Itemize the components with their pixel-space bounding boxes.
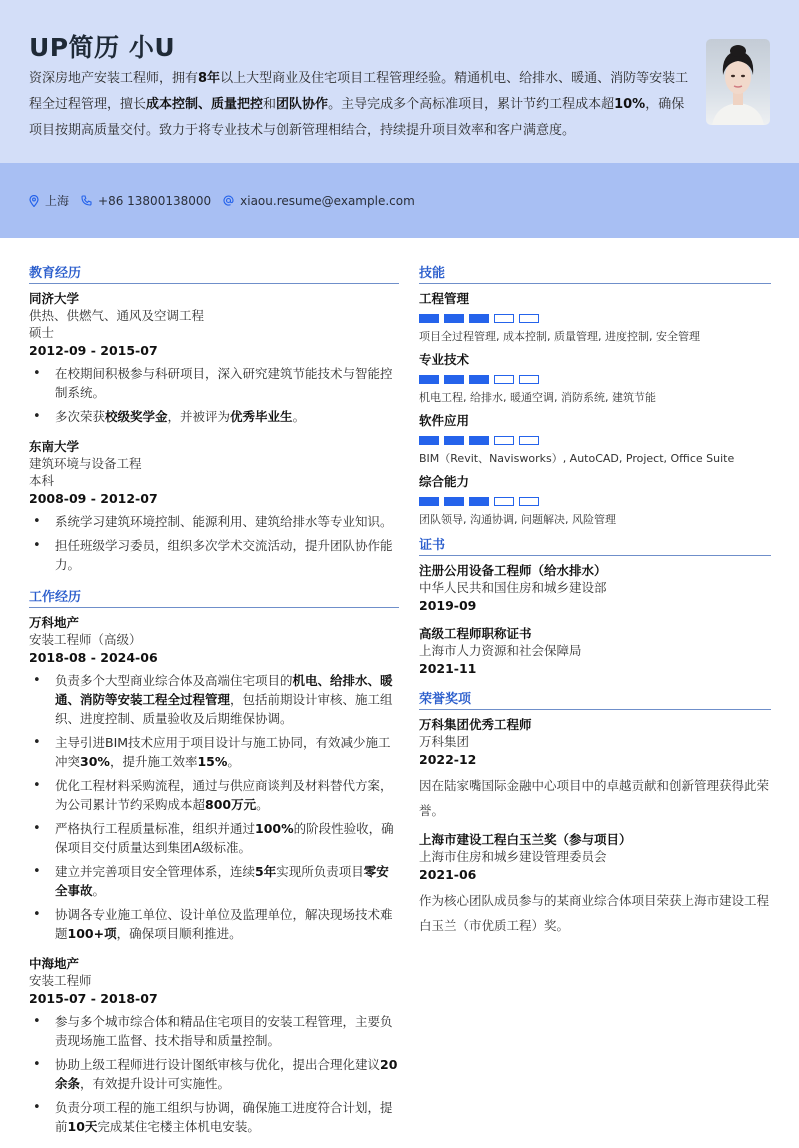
bullet-item xyxy=(29,1055,399,1093)
bullet-item xyxy=(29,733,399,771)
highlight-text: 机电、给排水、暖通、消防等安装工程全过程管理 xyxy=(55,673,393,707)
degree: 本科 xyxy=(29,473,55,488)
major: 供热、供燃气、通风及空调工程 xyxy=(29,308,205,323)
certificate-entry xyxy=(419,562,771,615)
contact-phone[interactable]: +86 13800138000 xyxy=(98,193,212,208)
text-run: 。 xyxy=(227,754,240,769)
bullet-list xyxy=(29,671,399,943)
award-name: 万科集团优秀工程师 xyxy=(419,717,532,732)
text-run: 以上大型商业及住宅项目工程管理经验。精通机电、给排水、暖通、消防等安装工程全过程管理，擅长 xyxy=(29,71,689,112)
highlight-text: 100+项 xyxy=(67,926,117,941)
text-run: ，包括前期设计审核、施工组织、进度控制、质量验收及后期维保协调。 xyxy=(55,692,393,726)
highlight-text: 团队协作 xyxy=(276,97,329,112)
text-run: 系统学习建筑环境控制、能源利用、建筑给排水等专业知识。 xyxy=(55,514,393,529)
text-run: 实现所负责项目 xyxy=(276,864,364,879)
date-range: 2008-09 - 2012-07 xyxy=(29,491,158,506)
award-description: 因在陆家嘴国际金融中心项目中的卓越贡献和创新管理获得此荣誉。 xyxy=(419,778,770,818)
education-section xyxy=(29,262,399,574)
resume-header xyxy=(0,0,799,163)
level-empty-icon xyxy=(494,497,514,506)
certificate-date: 2019-09 xyxy=(419,598,477,613)
text-run: 资深房地产安装工程师，拥有 xyxy=(29,71,199,86)
bullet-item xyxy=(29,1098,399,1136)
job-title: 安装工程师（高级） xyxy=(29,632,142,647)
skill-level-bar xyxy=(419,436,771,445)
highlight-text: 10天 xyxy=(67,1119,98,1134)
bullet-item xyxy=(29,364,399,402)
education-list xyxy=(29,290,399,574)
school-name: 同济大学 xyxy=(29,291,80,306)
section-title-work: 工作经历 xyxy=(29,586,399,608)
phone-icon xyxy=(81,195,92,206)
text-run: 。 xyxy=(256,797,269,812)
level-filled-icon xyxy=(419,375,439,384)
highlight-text: 800万元 xyxy=(205,797,257,812)
highlight-text: 零安全事故 xyxy=(55,864,389,898)
skill-level-bar xyxy=(419,497,771,506)
skill-keywords: 团队领导, 沟通协调, 问题解决, 风险管理 xyxy=(419,513,616,526)
highlight-text: 100% xyxy=(255,821,294,836)
bullet-item xyxy=(29,819,399,857)
profile-photo xyxy=(706,39,770,125)
skills-list xyxy=(419,290,771,528)
section-title-awards: 荣誉奖项 xyxy=(419,688,771,710)
contact-location: 上海 xyxy=(45,194,70,208)
text-run: 。 xyxy=(292,409,306,424)
bullet-list xyxy=(29,364,399,426)
certificate-name: 高级工程师职称证书 xyxy=(419,626,532,641)
skill-keywords: BIM（Revit、Navisworks）, AutoCAD, Project, Office Suite xyxy=(419,452,735,465)
job-title: 安装工程师 xyxy=(29,973,92,988)
skill-name: 工程管理 xyxy=(419,291,470,306)
highlight-text: 校级奖学金 xyxy=(105,409,168,424)
text-run: 建立并完善项目安全管理体系，连续 xyxy=(55,864,256,879)
company-name: 中海地产 xyxy=(29,956,80,971)
certificate-issuer: 中华人民共和国住房和城乡建设部 xyxy=(419,580,607,595)
work-section xyxy=(29,586,399,1136)
skill-name: 综合能力 xyxy=(419,474,470,489)
level-filled-icon xyxy=(444,497,464,506)
level-empty-icon xyxy=(494,314,514,323)
level-filled-icon xyxy=(419,436,439,445)
text-run: 优化工程材料采购流程，通过与供应商谈判及材料替代方案，为公司累计节约采购成本超 xyxy=(55,778,393,812)
award-date: 2021-06 xyxy=(419,867,477,882)
text-run: ，并被评为 xyxy=(167,409,231,424)
contact-bar xyxy=(0,163,799,238)
skill-level-bar xyxy=(419,375,771,384)
text-run: 担任班级学习委员，组织多次学术交流活动，提升团队协作能力。 xyxy=(55,538,393,572)
level-empty-icon xyxy=(519,314,539,323)
right-column xyxy=(419,262,771,946)
award-entry xyxy=(419,831,771,938)
text-run: 和 xyxy=(263,97,277,112)
education-entry xyxy=(29,290,399,426)
work-entry xyxy=(29,614,399,943)
certificates-list xyxy=(419,562,771,678)
date-range: 2015-07 - 2018-07 xyxy=(29,991,158,1006)
text-run: ，确保项目顺利推进。 xyxy=(116,926,242,941)
text-run: 负责分项工程的施工组织与协调，确保施工进度符合计划，提前 xyxy=(55,1100,393,1134)
award-issuer: 万科集团 xyxy=(419,734,470,749)
text-run: 在校期间积极参与科研项目，深入研究建筑节能技术与智能控制系统。 xyxy=(55,366,393,400)
highlight-text: 30% xyxy=(80,754,110,769)
skill-keywords: 机电工程, 给排水, 暖通空调, 消防系统, 建筑节能 xyxy=(419,391,656,404)
text-run: 主导引进BIM技术应用于项目设计与施工协同，有效减少施工冲突 xyxy=(55,735,391,769)
awards-list xyxy=(419,716,771,938)
bullet-item xyxy=(29,905,399,943)
text-run: 。主导完成多个高标准项目，累计节约工程成本超 xyxy=(328,97,615,112)
level-empty-icon xyxy=(519,375,539,384)
date-range: 2018-08 - 2024-06 xyxy=(29,650,158,665)
work-list xyxy=(29,614,399,1136)
level-empty-icon xyxy=(519,497,539,506)
level-filled-icon xyxy=(469,314,489,323)
bullet-item xyxy=(29,512,399,531)
award-date: 2022-12 xyxy=(419,752,477,767)
contact-email[interactable]: xiaou.resume@example.com xyxy=(240,193,415,208)
skills-section xyxy=(419,262,771,528)
level-filled-icon xyxy=(469,497,489,506)
text-run: 。 xyxy=(92,883,106,898)
level-filled-icon xyxy=(444,314,464,323)
highlight-text: 20余条 xyxy=(55,1057,398,1091)
highlight-text: 8年 xyxy=(198,71,221,86)
text-run: 协调各专业施工单位、设计单位及监理单位，解决现场技术难题 xyxy=(55,907,393,941)
level-empty-icon xyxy=(494,436,514,445)
certificate-entry xyxy=(419,625,771,678)
text-run: 的阶段性验收，确保项目交付质量达到集团A级标准。 xyxy=(55,821,394,855)
level-filled-icon xyxy=(444,375,464,384)
certificates-section xyxy=(419,534,771,678)
candidate-name: UP简历 小U xyxy=(29,33,176,62)
section-title-skills: 技能 xyxy=(419,262,771,284)
skill-name: 软件应用 xyxy=(419,413,470,428)
highlight-text: 15% xyxy=(197,754,228,769)
skill-item xyxy=(419,351,771,406)
skill-item xyxy=(419,473,771,528)
award-name: 上海市建设工程白玉兰奖（参与项目） xyxy=(419,832,632,847)
certificate-date: 2021-11 xyxy=(419,661,477,676)
level-filled-icon xyxy=(444,436,464,445)
award-description: 作为核心团队成员参与的某商业综合体项目荣获上海市建设工程白玉兰（市优质工程）奖。 xyxy=(419,893,770,933)
degree: 硕士 xyxy=(29,325,55,340)
education-entry xyxy=(29,438,399,574)
award-issuer: 上海市住房和城乡建设管理委员会 xyxy=(419,849,607,864)
award-entry xyxy=(419,716,771,823)
bullet-item xyxy=(29,862,399,900)
text-run: 严格执行工程质量标准，组织并通过 xyxy=(55,821,256,836)
level-filled-icon xyxy=(469,436,489,445)
bullet-item xyxy=(29,671,399,728)
level-filled-icon xyxy=(419,497,439,506)
major: 建筑环境与设备工程 xyxy=(29,456,142,471)
skill-keywords: 项目全过程管理, 成本控制, 质量管理, 进度控制, 安全管理 xyxy=(419,330,700,343)
bullet-item xyxy=(29,1012,399,1050)
text-run: 协助上级工程师进行设计图纸审核与优化，提出合理化建议 xyxy=(55,1057,381,1072)
skill-name: 专业技术 xyxy=(419,352,470,367)
company-name: 万科地产 xyxy=(29,615,80,630)
highlight-text: 成本控制、质量把控 xyxy=(146,97,264,112)
text-run: 负责多个大型商业综合体及高端住宅项目的 xyxy=(55,673,293,688)
section-title-education: 教育经历 xyxy=(29,262,399,284)
highlight-text: 5年 xyxy=(255,864,277,879)
level-empty-icon xyxy=(519,436,539,445)
work-entry xyxy=(29,955,399,1136)
certificate-issuer: 上海市人力资源和社会保障局 xyxy=(419,643,582,658)
skill-item xyxy=(419,412,771,467)
school-name: 东南大学 xyxy=(29,439,80,454)
skill-level-bar xyxy=(419,314,771,323)
level-filled-icon xyxy=(469,375,489,384)
date-range: 2012-09 - 2015-07 xyxy=(29,343,158,358)
skill-item xyxy=(419,290,771,345)
left-column xyxy=(29,262,399,1148)
at-icon xyxy=(223,195,234,206)
level-filled-icon xyxy=(419,314,439,323)
bullet-item xyxy=(29,407,399,426)
avatar-portrait-icon xyxy=(706,39,770,125)
highlight-text: 10% xyxy=(614,97,646,112)
text-run: ，提升施工效率 xyxy=(109,754,198,769)
text-run: 参与多个城市综合体和精品住宅项目的安装工程管理，主要负责现场施工监督、技术指导和质量控制。 xyxy=(55,1014,393,1048)
bullet-list xyxy=(29,1012,399,1136)
bullet-item xyxy=(29,536,399,574)
text-run: ，确保项目按期高质量交付。致力于将专业技术与创新管理相结合，持续提升项目效率和客户满意度。 xyxy=(29,97,685,138)
section-title-certificates: 证书 xyxy=(419,534,771,556)
level-empty-icon xyxy=(494,375,514,384)
bullet-list xyxy=(29,512,399,574)
profile-summary xyxy=(29,66,689,144)
text-run: 完成某住宅楼主体机电安装。 xyxy=(97,1119,260,1134)
highlight-text: 优秀毕业生 xyxy=(230,409,293,424)
text-run: ，有效提升设计可实施性。 xyxy=(80,1076,231,1091)
awards-section xyxy=(419,688,771,938)
certificate-name: 注册公用设备工程师（给水排水） xyxy=(419,563,607,578)
bullet-item xyxy=(29,776,399,814)
map-pin-icon xyxy=(29,195,39,207)
text-run: 多次荣获 xyxy=(55,409,106,424)
